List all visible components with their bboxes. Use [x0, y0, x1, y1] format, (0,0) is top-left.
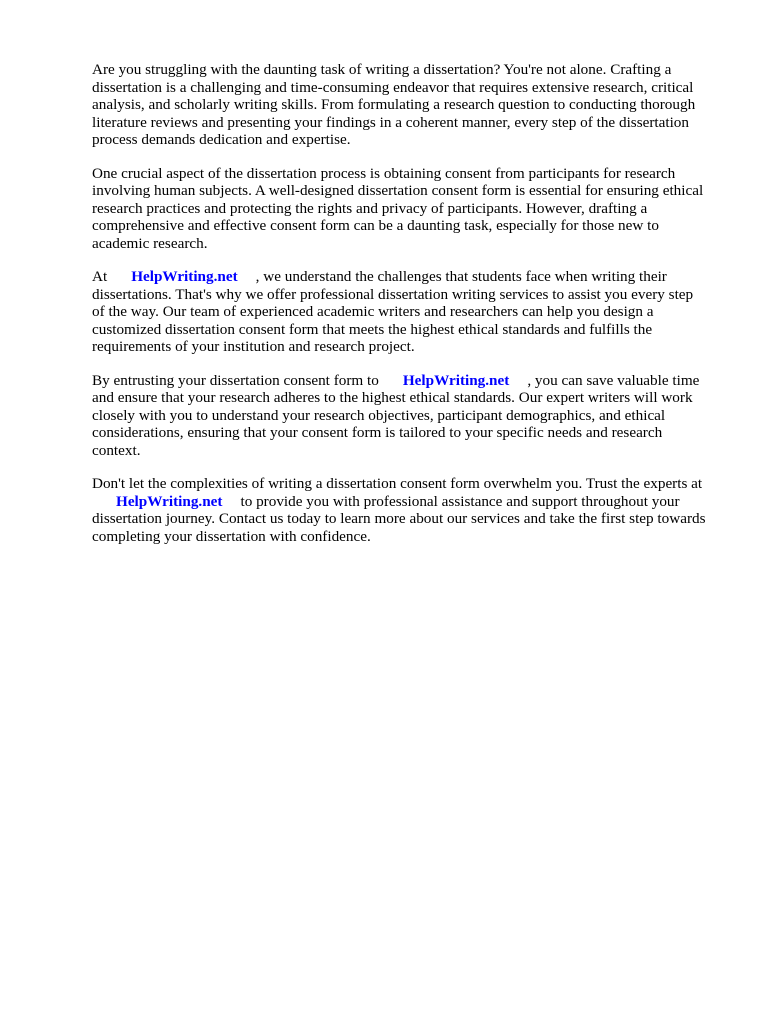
- paragraph-consent: [92, 165, 732, 253]
- document-body: [92, 61, 732, 561]
- text-line: dissertations. That's why we offer professional dissertation writing services to assist you every step: [92, 285, 694, 303]
- paragraph-closing: [92, 475, 732, 545]
- text-line: requirements of your institution and research project.: [92, 338, 415, 355]
- text-line: process demands dedication and expertise.: [92, 131, 351, 148]
- text-line: One crucial aspect of the dissertation process is obtaining consent from participants for research: [92, 164, 676, 182]
- text-line: and ensure that your research adheres to the highest ethical standards. Our expert writers will work: [92, 389, 693, 406]
- text-line: completing your dissertation with confidence.: [92, 527, 371, 545]
- text-segment: At: [92, 268, 108, 285]
- paragraph-trust: [92, 372, 732, 460]
- text-line: Are you struggling with the daunting task of writing a dissertation? You're not alone. Crafting a: [92, 61, 672, 78]
- text-line: context.: [92, 441, 141, 459]
- text-line: considerations, ensuring that your consent form is tailored to your specific needs and research: [92, 424, 663, 441]
- text-line: academic research.: [92, 234, 208, 252]
- text-line: literature reviews and presenting your findings in a coherent manner, every step of the dissertation: [92, 113, 689, 131]
- text-line: comprehensive and effective consent form can be a daunting task, especially for those new to: [92, 217, 659, 234]
- text-segment: , you can save valuable time: [527, 371, 700, 389]
- helpwriting-link[interactable]: HelpWriting.net: [131, 268, 238, 285]
- text-line: analysis, and scholarly writing skills. From formulating a research question to conducting thorough: [92, 96, 696, 113]
- text-segment: to provide you with professional assistance and support throughout your: [240, 492, 680, 510]
- text-line-with-link: [92, 493, 732, 511]
- text-line: customized dissertation consent form that meets the highest ethical standards and fulfills the: [92, 320, 653, 338]
- text-segment: , we understand the challenges that students face when writing their: [255, 268, 667, 285]
- helpwriting-link[interactable]: HelpWriting.net: [116, 492, 223, 510]
- text-segment: By entrusting your dissertation consent form to: [92, 371, 379, 389]
- text-line: Don't let the complexities of writing a dissertation consent form overwhelm you. Trust the experts at: [92, 475, 703, 492]
- helpwriting-link[interactable]: HelpWriting.net: [402, 371, 510, 389]
- text-line: closely with you to understand your research objectives, participant demographics, and ethical: [92, 406, 666, 424]
- text-line: dissertation is a challenging and time-consuming endeavor that requires extensive research, critical: [92, 78, 694, 96]
- text-line-with-link: [92, 372, 732, 390]
- text-line-with-link: [92, 268, 732, 286]
- paragraph-services: [92, 268, 732, 356]
- text-line: dissertation journey. Contact us today to learn more about our services and take the first step towards: [92, 510, 706, 527]
- text-line: of the way. Our team of experienced academic writers and researchers can help you design a: [92, 303, 654, 320]
- text-line: research practices and protecting the rights and privacy of participants. However, drafting a: [92, 199, 648, 217]
- paragraph-intro: [92, 61, 732, 149]
- text-line: involving human subjects. A well-designed dissertation consent form is essential for ensuring ethical: [92, 182, 704, 199]
